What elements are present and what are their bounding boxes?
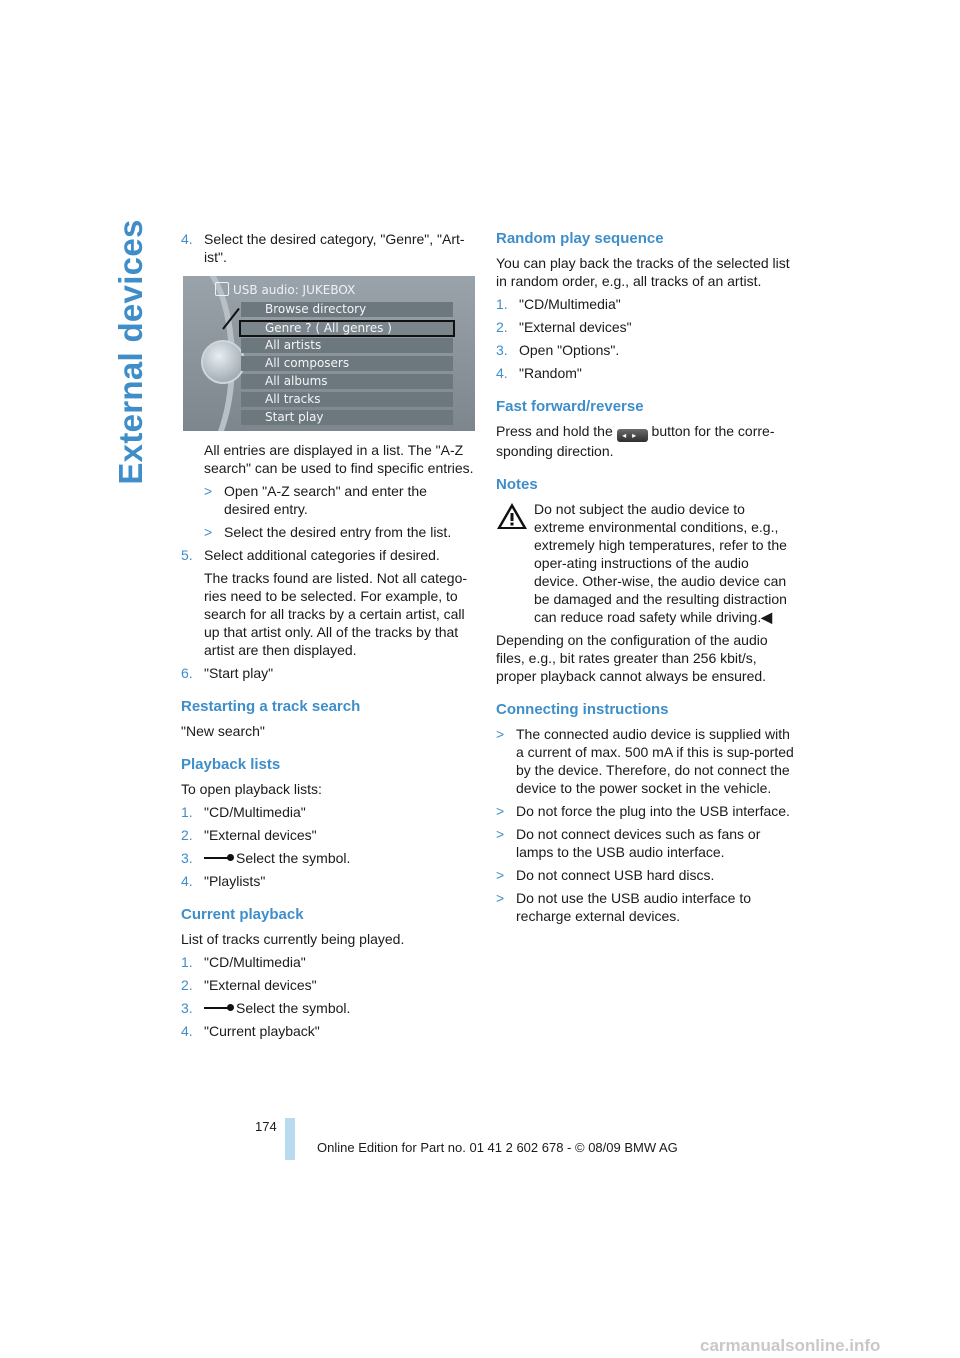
paragraph-new-search: "New search" <box>181 723 265 739</box>
section-title-text: External devices <box>112 219 149 485</box>
connect-bullet <box>496 825 794 861</box>
current-step <box>181 1022 476 1040</box>
section-side-title <box>106 219 156 485</box>
left-column <box>181 230 476 1045</box>
step-text: Select the desired category, "Genre", "Art-ist". <box>204 231 465 265</box>
heading-restart-search: Restarting a track search <box>181 698 361 715</box>
step-text: "External devices" <box>519 319 632 335</box>
footer-accent-bar <box>285 1118 295 1160</box>
step-text: "CD/Multimedia" <box>519 296 621 312</box>
watermark: carmanualsonline.info <box>700 1336 881 1355</box>
current-step <box>181 976 476 994</box>
idrive-screenshot <box>183 276 475 431</box>
random-step <box>496 295 794 313</box>
step-text: "CD/Multimedia" <box>204 954 306 970</box>
current-step <box>181 953 476 971</box>
bullet-text: Do not connect devices such as fans or lamps to the USB audio interface. <box>516 826 761 860</box>
step-number: 1. <box>181 954 193 970</box>
footer-edition: Online Edition for Part no. 01 41 2 602 678 - © 08/09 BMW AG <box>317 1140 678 1155</box>
heading-current-playback: Current playback <box>181 906 304 923</box>
bullet-marker: > <box>496 890 505 906</box>
step-number: 1. <box>181 804 193 820</box>
end-mark-icon: ◀ <box>761 609 773 625</box>
paragraph-config: Depending on the configuration of the audio files, e.g., bit rates greater than 256 kbit/s, proper playback cannot always be ensured. <box>496 632 768 684</box>
random-step <box>496 364 794 382</box>
playback-step <box>181 849 476 867</box>
bullet-marker: > <box>496 867 505 883</box>
heading-playback-lists: Playback lists <box>181 756 281 773</box>
paragraph-step5-detail: The tracks found are listed. Not all catego-ries need to be selected. For example, to search for all tracks by a certain artist, call up that artist only. All of the tracks by that artist are then displayed. <box>204 570 468 658</box>
step-6 <box>181 664 476 682</box>
step-text: "Current playback" <box>204 1023 320 1039</box>
menu-item-composers[interactable]: All composers <box>241 356 453 371</box>
step-text: Select the symbol. <box>236 850 351 866</box>
menu-item-browse[interactable]: Browse directory <box>241 302 453 317</box>
step-number: 3. <box>181 1000 193 1016</box>
usb-symbol-icon <box>204 852 234 864</box>
bullet-text: Do not connect USB hard discs. <box>516 867 715 883</box>
bullet-marker: > <box>204 524 213 540</box>
connect-bullet <box>496 802 794 820</box>
step-text: Select additional categories if desired. <box>204 547 440 563</box>
step-number: 3. <box>181 850 193 866</box>
warning-triangle-icon <box>496 502 528 530</box>
step-5 <box>181 546 476 564</box>
heading-random-play: Random play sequence <box>496 230 664 247</box>
random-step <box>496 341 794 359</box>
step-text-with-symbol <box>204 849 476 867</box>
paragraph-random-intro: You can play back the tracks of the selected list in random order, e.g., all tracks of an artist. <box>496 255 790 289</box>
seek-button-icon: ◂▸ <box>617 429 648 442</box>
step-text: "Playlists" <box>204 873 266 889</box>
ff-text-pre: Press and hold the <box>496 423 613 439</box>
bullet-marker: > <box>496 826 505 842</box>
bullet-item <box>204 482 476 518</box>
random-step <box>496 318 794 336</box>
warning-note <box>496 500 794 626</box>
step-text: "External devices" <box>204 827 317 843</box>
screen-header: USB audio: JUKEBOX <box>233 283 356 297</box>
bullet-item <box>204 523 476 541</box>
ff-text-post: button for the corre-sponding direction. <box>496 423 775 459</box>
connect-bullet <box>496 866 794 884</box>
heading-notes: Notes <box>496 476 538 493</box>
usb-symbol-icon <box>204 1002 234 1014</box>
menu-item-albums[interactable]: All albums <box>241 374 453 389</box>
heading-fast-forward: Fast forward/reverse <box>496 398 644 415</box>
menu-item-genre-selected[interactable]: Genre ? ( All genres ) <box>239 320 455 337</box>
bullet-marker: > <box>204 483 213 499</box>
connect-bullet <box>496 725 794 797</box>
bullet-marker: > <box>496 726 505 742</box>
menu-item-tracks[interactable]: All tracks <box>241 392 453 407</box>
bullet-text: Open "A-Z search" and enter the desired entry. <box>224 483 427 517</box>
heading-connecting-instructions: Connecting instructions <box>496 701 669 718</box>
playback-step <box>181 803 476 821</box>
menu-item-artists[interactable]: All artists <box>241 338 453 353</box>
connect-bullet <box>496 889 794 925</box>
menu-item-start-play[interactable]: Start play <box>241 410 453 425</box>
right-column <box>496 230 794 930</box>
paragraph-current-intro: List of tracks currently being played. <box>181 931 405 947</box>
step-number: 1. <box>496 296 508 312</box>
step-number: 4. <box>181 873 193 889</box>
step-text: Open "Options". <box>519 342 620 358</box>
playback-step <box>181 826 476 844</box>
step-number: 2. <box>181 977 193 993</box>
bullet-text: Do not use the USB audio interface to recharge external devices. <box>516 890 752 924</box>
bullet-text: The connected audio device is supplied with a current of max. 500 mA if this is sup-ported by the device. Therefore, do not connect the device to the power socket in the vehicle. <box>516 726 794 796</box>
bullet-text: Do not force the plug into the USB interface. <box>516 803 790 819</box>
step-number: 4. <box>181 231 193 247</box>
step-text: "External devices" <box>204 977 317 993</box>
step-number: 2. <box>181 827 193 843</box>
step-number: 2. <box>496 319 508 335</box>
step-4 <box>181 230 476 266</box>
page-number: 174 <box>255 1119 277 1134</box>
bullet-marker: > <box>496 803 505 819</box>
step-text: "Start play" <box>204 665 274 681</box>
warning-text: Do not subject the audio device to extreme environmental conditions, e.g., extremely high temperatures, refer to the oper-ating instructions of the audio device. Other-wise, the audio device can be damaged and the resulting distraction can reduce road safety while driving. <box>534 501 787 625</box>
step-number: 3. <box>496 342 508 358</box>
paragraph-fast-forward <box>496 422 794 460</box>
playback-step <box>181 872 476 890</box>
step-number: 4. <box>496 365 508 381</box>
bullet-text: Select the desired entry from the list. <box>224 524 452 540</box>
paragraph-entries: All entries are displayed in a list. The "A-Z search" can be used to find specific entries. <box>204 442 474 476</box>
usb-audio-icon <box>215 282 229 296</box>
step-number: 6. <box>181 665 193 681</box>
step-number: 4. <box>181 1023 193 1039</box>
step-text-with-symbol <box>204 999 476 1017</box>
step-text: "Random" <box>519 365 582 381</box>
step-number: 5. <box>181 547 193 563</box>
current-step <box>181 999 476 1017</box>
step-text: Select the symbol. <box>236 1000 351 1016</box>
step-text: "CD/Multimedia" <box>204 804 306 820</box>
paragraph-playback-intro: To open playback lists: <box>181 781 322 797</box>
controller-knob-icon <box>201 340 245 384</box>
